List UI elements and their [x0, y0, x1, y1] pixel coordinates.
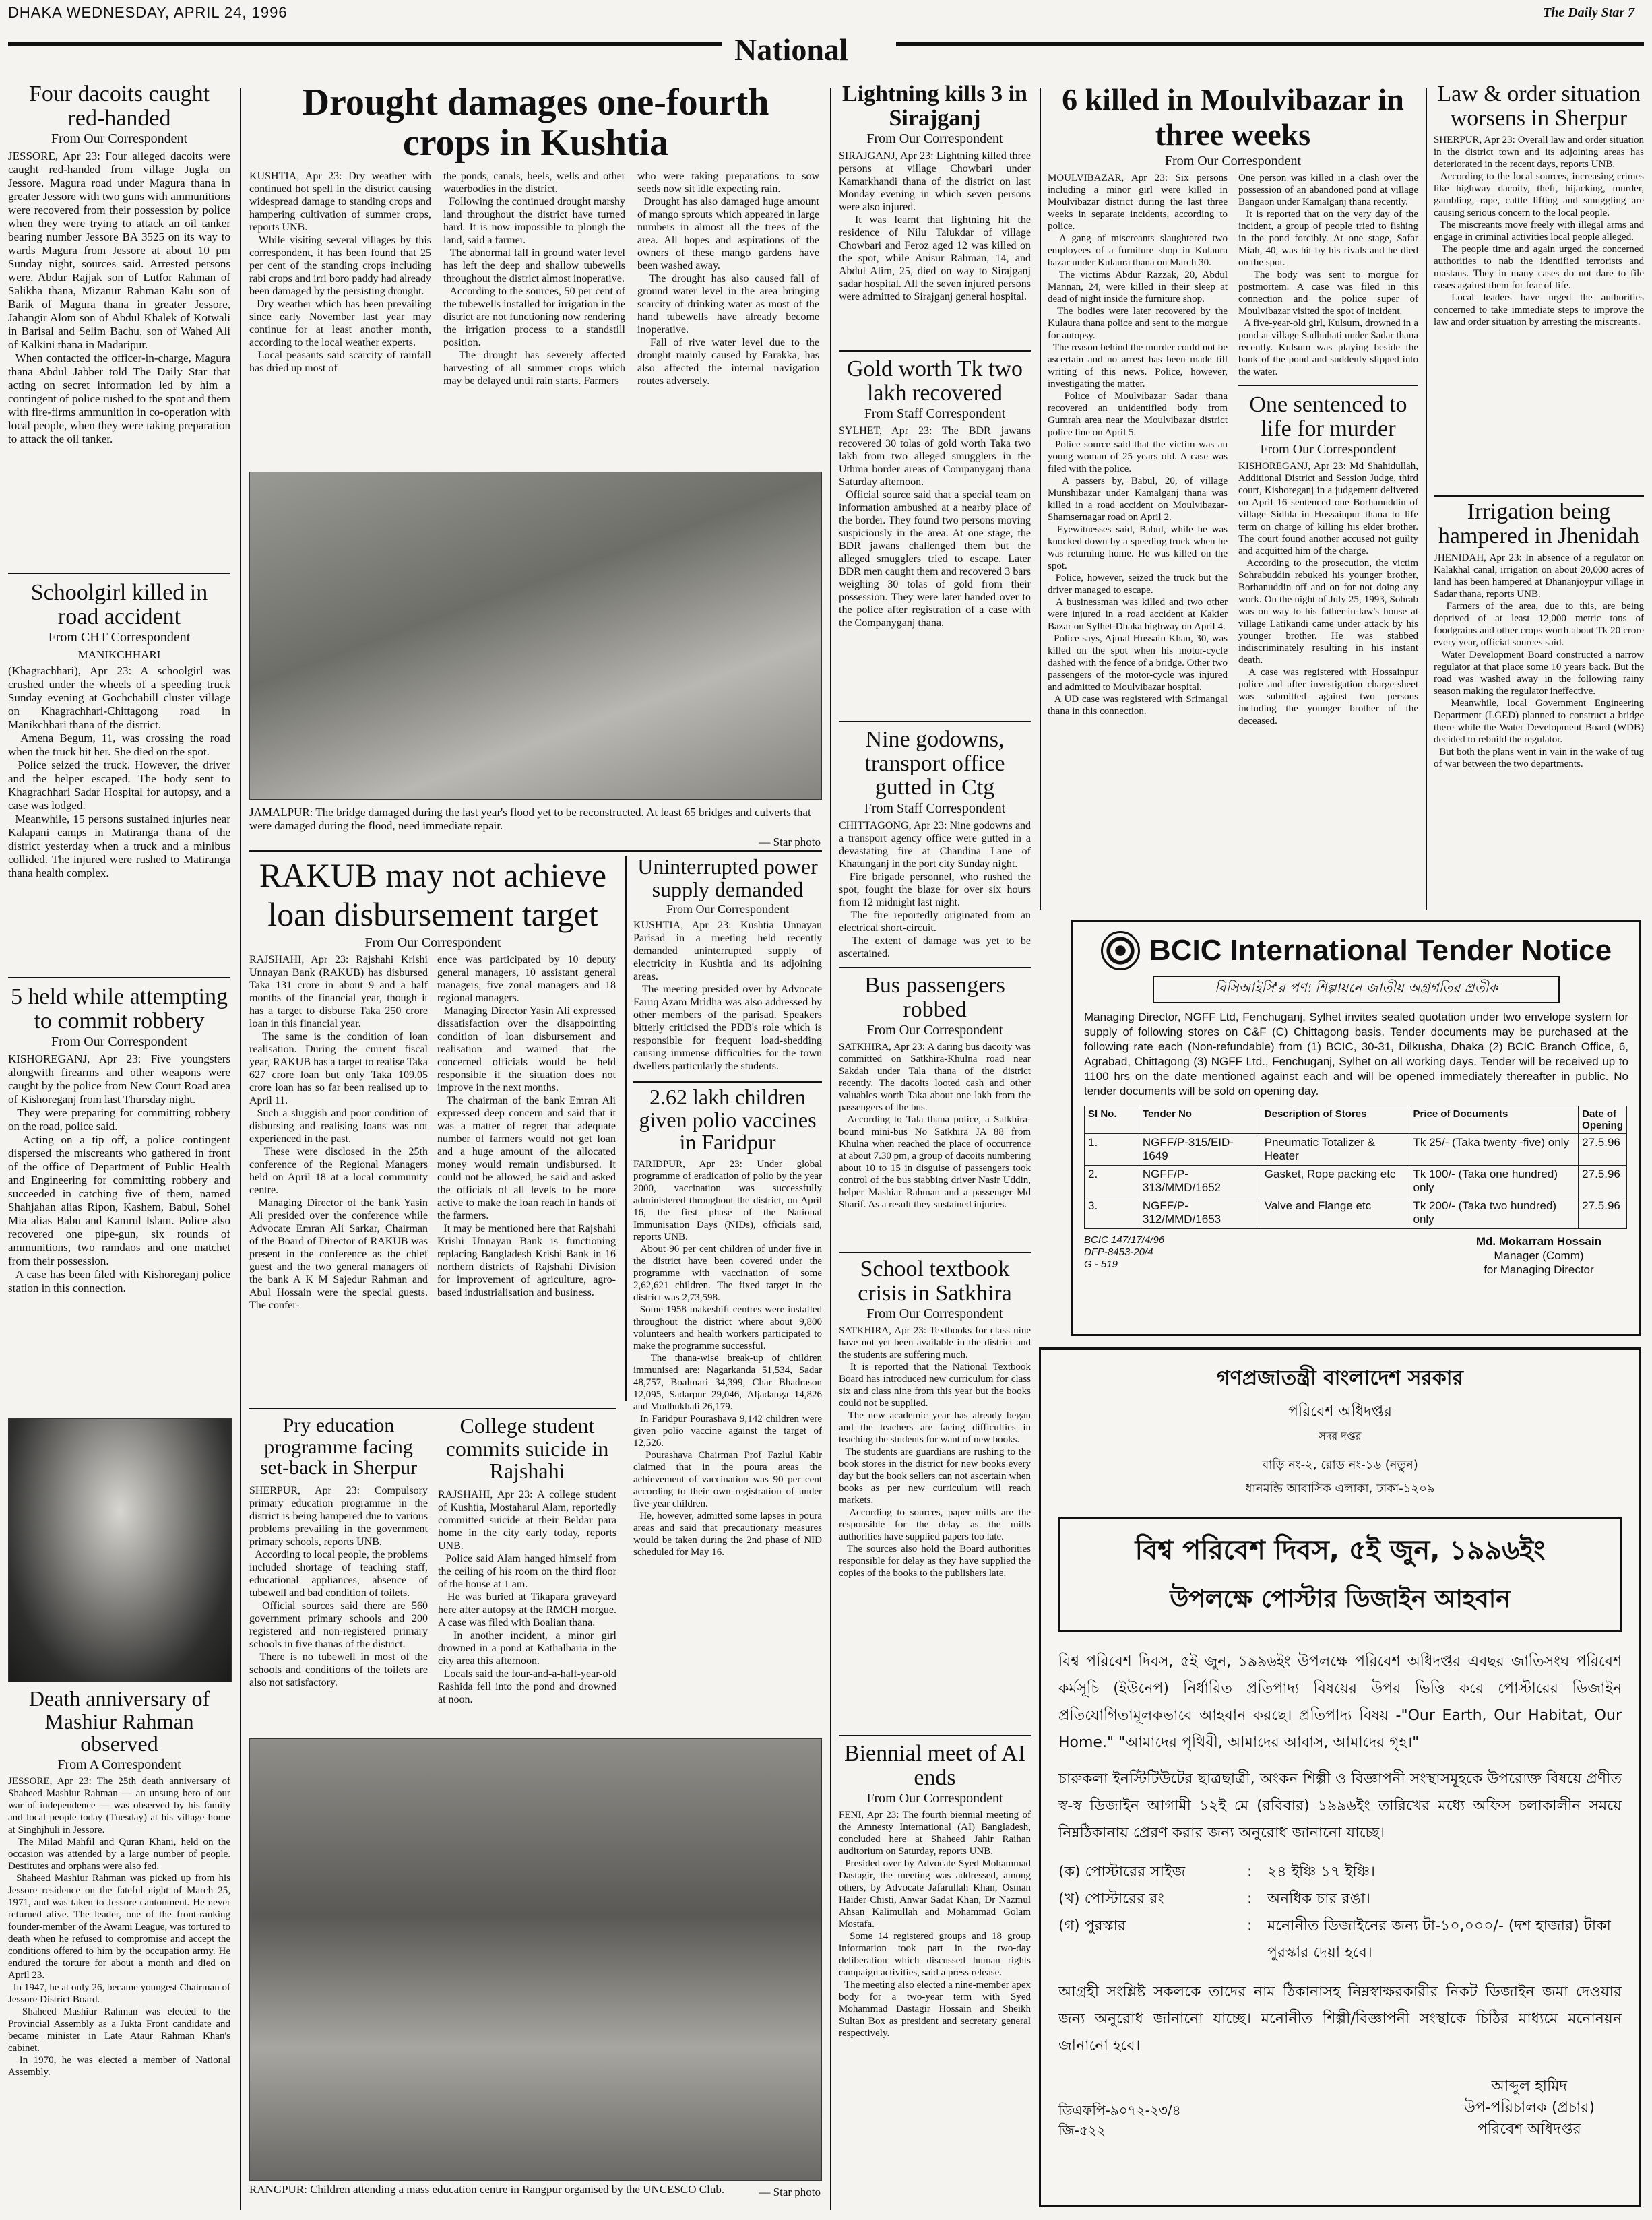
byline: From Staff Correspondent [864, 406, 1006, 422]
headline: School textbook crisis in Satkhira [858, 1257, 1012, 1306]
column: who were taking preparations to sow seeds now sit idle expecting rain. Drought has also damaged huge amount of mango sprouts which appeared in large numbers in almost all the trees of the area. All hopes and aspirations of the owners of these mango gardens have been washed away. The drought has also caused fall of ground water level in the area bringing scarcity of drinking water as most of the hand tubewells have already become inoperative. Fall of rive water level due to the drought mainly caused by Farakka, has also affected the internal navigation routes adversely. [637, 170, 820, 387]
headline: College student commits suicide in Rajshahi [445, 1414, 609, 1484]
article-polio [633, 1086, 822, 1558]
table-row [1085, 1166, 1627, 1197]
article-body: KISHOREGANJ, Apr 23: Five youngsters alongwith firearms and other weapons were caught by the police from New Court Road area of Kishoreganj from last Thursday night. They were preparing for committing robbery on the road, police said. Acting on a tip off, a police contingent dispersed the miscreants who gathered in front of the office of Department of Public Health and Engineering for committing robbery and succeeded in catching five of them, named Shahjahan alias Ripon, Kashem, Babul, Sohel Mia alias Babu and Kamrul Islam. Police also recovered one pipe-gun, six rounds of ammunitions, two ramdaos and one matchet from their possession. A case has been filed with Kishoreganj police station in this connection. [8, 1052, 231, 1295]
notice-title: BCIC International Tender Notice [1149, 934, 1612, 967]
item-sep: : [1247, 1917, 1252, 1934]
headline: Pry education programme facing set-back in Sherpur [259, 1414, 418, 1479]
masthead-rule-right [896, 42, 1644, 46]
article-ai-meet [839, 1742, 1031, 2039]
article-body: SATKHIRA, Apr 23: A daring bus dacoity was committed on Satkhira-Khulna road near Sakdah under Tala thana of the district recently. The dacoits looted cash and other valuables worth Taka about one lakh from the passengers of the bus. According to Tala thana police, a Satkhira-bound mini-bus No Satkhira JA 88 from Khulna when reached the place of occurrence at about 7.30 pm, a group of dacoits numbering about 10 to 15 in disguise of passengers took control of the bus stabbing driver Nasir Uddin, helper Mashiar Rahman and a passenger Md Sharif. As a result they sustained injuries. [839, 1042, 1031, 1211]
article-body: SIRAJGANJ, Apr 23: Lightning killed three persons at village Chowbari under Kamarkhandi thana of the district on last Monday evening in which seven persons were also injured. It was learnt that lightning hit the residence of Nilu Talukdar of village Chowbari and Feroz aged 12 was killed on the spot, while Anisur Rahman, 14, and Abdul Alim, 25, died on way to Sirajganj sadar hospital. All the seven injured persons were admitted to Sirajganj general hospital. [839, 150, 1031, 303]
address-line: ধানমন্ডি আবাসিক এলাকা, ঢাকা-১২০৯ [1245, 1482, 1435, 1496]
headline: 2.62 lakh children given polio vaccines in Faridpur [639, 1085, 817, 1155]
col-rule-4 [1426, 88, 1427, 910]
headline: Biennial meet of AI ends [844, 1741, 1026, 1790]
notice-para: আগ্রহী সংশ্লিষ্ট সকলকে তাদের নাম ঠিকানাসহ নিম্নস্বাক্ষরকারীর নিকট ডিজাইন জমা দেওয়ার জন্য অনুরোধ জানানো যাচ্ছে। মনোনীত শিল্পী/বিজ্ঞাপনী সংস্থাকে চিঠির মাধ্যমে মনোনয়ন জানানো হবে। [1058, 1984, 1622, 2054]
education-photo [249, 1738, 822, 2181]
rule [1238, 385, 1418, 386]
govt-poster-notice [1039, 1347, 1641, 2207]
rule [8, 977, 230, 978]
article-body: JESSORE, Apr 23: Four alleged dacoits were caught red-handed from village Jugla on Jessore. Magura road under Magura thana in greater Jessore with two guns with ammunitions were recovered from their possession by police when they were trying to attack an oil tanker bearing number Jessore BA 3525 on its way to wards Magura from Jessore at about 10 pm Sunday night, sources said. Arrested persons were, Abdur Rajjak son of Lutfor Rahman of Salikha thana, Mizanur Rahman Kalu son of Barik of Magura thana in greater Jessore, Jahangir Alom son of Abdul Khalek of Kotwali in Barisal and Selim Bachu, son of Wahed Ali of Kalkini thana in Madaripur. When contacted the officer-in-charge, Magura thana Abdul Jabber told The Daily Star that acting on secret information led by him a contingent of police rushed to the spot and them with fire-firms ammunition in co-operation with local people, when they were taking preparation to attack the oil tanker. [8, 150, 230, 446]
article-body: SHERPUR, Apr 23: Compulsory primary education programme in the district is being hampered due to various problems prevailing in the government primary schools, reports UNB. According to local people, the problems included shortage of teaching staff, educational appliances, absence of tubewell and bad condition of toilets. Official sources said there are 560 government primary schools and 200 registered and non-registered primary schools in five thanas of the district. There is no tubewell in most of the schools and conditions of the toilets are also not satisfactory. [249, 1484, 428, 1688]
rule [839, 1252, 1031, 1253]
office: সদর দপ্তর [1319, 1430, 1362, 1442]
headline: Schoolgirl killed in road accident [30, 580, 208, 629]
article-body: FARIDPUR, Apr 23: Under global programme of eradication of polio by the year 2000, vaccination was successfully administered throughout the district, on April 16, the first phase of the National Immunisation Days (NIDs), officials said, reports UNB. About 96 per cent children of under five in the district have been covered under the programme with vaccination of some 2,62,621 children. The fixed target in the district was 2,73,598. Some 1958 makeshift centres were installed throughout the district where about 9,800 volunteers and health workers participated to make the programme successful. The thana-wise break-up of children immunised are: Nagarkanda 51,534, Sadar 48,757, Boalmari 34,399, Char Bhadrason 12,095, Sadarpur 29,046, Aljadanga 14,826 and Modhukhali 26,179. In Faridpur Pourashava 9,142 children were given polio vaccine against the target of 12,526. Pourashava Chairman Prof Fazlul Kabir claimed that in the poura areas the achievement of vaccination was 90 per cent according to their own registration of under five-year children. He, however, admitted some lapses in poura areas and said that precautionary measures would be taken during the 2nd phase of NID scheduled for May 16. [633, 1158, 823, 1558]
rule [839, 967, 1031, 968]
list-item [1058, 1886, 1622, 1913]
column: One person was killed in a clash over the possession of an abandoned pond at village Bangaon under Kamalganj thana recently. It is reported that on the very day of the incident, a group of people tried to fishing in the pond forcibly. At one stage, Safar Miah, 40, was hit by his rivals and he died on the spot. The body was sent to morgue for postmortem. A case was filed in this connection and the police super of Moulvibazar visited the spot of incident. A five-year-old girl, Kulsum, drowned in a pond at village Sadhuhati under Sadar thana recently. Kulsum was playing beside the bank of the pond and suddenly slipped into the water. [1238, 172, 1419, 377]
headline: 5 held while attempting to commit robbery [11, 984, 228, 1034]
article-body: SYLHET, Apr 23: The BDR jawans recovered 30 tolas of gold worth Taka two lakh from two alleged smugglers in the Uthma border areas of Companyganj thana Saturday afternoon. Official source said that a special team on information ambushed at a nearby place of the border. They found two persons moving suspiciously in the area. At one stage, the BDR jawans challenged them but the alleged smugglers tried to escape. Later BDR men caught them and recovered 3 bars weighing 30 tolas of gold from their possession. They were later handed over to the police after registration of a case with the Companyganj thana. [839, 425, 1031, 629]
cell: 3. [1085, 1197, 1139, 1229]
headline: Gold worth Tk two lakh recovered [847, 356, 1023, 406]
item-value: ২৪ ইঞ্চি ১৭ ইঞ্চি। [1267, 1864, 1375, 1880]
article-irrigation [1434, 500, 1644, 770]
photo-credit: — Star photo [759, 2186, 821, 2198]
address-line: বাড়ি নং-২, রোড নং-১৬ (নতুন) [1262, 1458, 1418, 1472]
article-body: RAJSHAHI, Apr 23: A college student of Kushtia, Mostaharul Alam, reportedly committed suicide at their Beldar para home in the city early today, reports UNB. Police said Alam hanged himself from the ceiling of his room on the third floor of the house at 1 am. He was buried at Tikapara graveyard here after autopsy at the RMCH morgue. A case was filed with Boalian thana. In another incident, a minor girl drowned in a pond at Kathalbaria in the city area this afternoon. Locals said the four-and-a-half-year-old Rashida fell into the pond and drowned at noon. [438, 1488, 617, 1705]
signer-name: Md. Mokarram Hossain [1475, 1235, 1601, 1248]
byline: From Staff Correspondent [864, 801, 1006, 817]
article-drought [249, 82, 822, 387]
byline: From Our Correspondent [1164, 154, 1302, 168]
col-rule-3 [1040, 88, 1041, 910]
article-godowns [839, 728, 1031, 960]
article-body: SHERPUR, Apr 23: Overall law and order situation in the district town and its adjoining areas has deteriorated in the recent days, reports UNB. According to the local sources, increasing crimes like highway dacoity, theft, hijacking, murder, gambling, rape, cattle lifting and smuggling are causing serious concern to the local people. The miscreants move freely with illegal arms and engage in criminal activities local people alleged. The people time and again urged the concerned authorities to nab the identified terrorists and mastans. They in many cases do not dare to file cases against them for fear of life. Local leaders have urged the authorities concerned to take immediate steps to improve the law and order situation by arresting the miscreants. [1434, 135, 1645, 328]
headline: Uninterrupted power supply demanded [637, 854, 818, 901]
photo-caption-rangpur [249, 2183, 821, 2199]
reference-code: জি-৫২২ [1058, 2122, 1106, 2138]
item-label: (খ) পোস্টারের রং [1058, 1891, 1164, 1907]
cell: 2. [1085, 1166, 1139, 1197]
rule [839, 721, 1031, 722]
cell: NGFF/P-312/MMD/1653 [1139, 1197, 1261, 1229]
byline: From Our Correspondent [666, 902, 789, 916]
headline: 6 killed in Moulvibazar in three weeks [1062, 82, 1404, 152]
paper-name: The Daily Star 7 [1543, 5, 1635, 20]
column: ence was participated by 10 deputy general managers, 10 assistant general managers, five zonal managers and 18 regional managers. Managing Director Yasin Ali expressed dissatisfaction over the disappointing condition of loan disbursement and realisation and warned that the concerned officials would be held responsible if the situation does not improve in the next months. The chairman of the bank Emran Ali expressed deep concern and said that it was a matter of regret that adequate number of farmers would not get loan and a huge amount of the allocated money would remain undisbursed. It could not be allowed, he said and asked the officials of all levels to be more active to make the loan reach in hands of the farmers. It may be mentioned here that Rajshahi Krishi Unnayan Bank is functioning replacing Bangladesh Krishi Bank in 16 northern districts of Rajshahi Division for improvement of agriculture, agro-based industrialisation and business. [437, 954, 616, 1298]
col-rule [625, 856, 627, 1401]
notice-para: চারুকলা ইনস্টিটিউটের ছাত্রছাত্রী, অংকন শিল্পী ও বিজ্ঞাপনী সংস্থাসমূহকে উপরোক্ত বিষয়ে প্রণীত স্ব-স্ব ডিজাইন আগামী ১২ই মে (রবিবার) ১৯৯৬ইং তারিখের মধ্যে অফিস চলাকালীন সময়ে নিম্নঠিকানায় প্রেরণ করার জন্য অনুরোধ জানানো যাচ্ছে। [1058, 1771, 1622, 1841]
headline: Lightning kills 3 in Sirajganj [842, 82, 1027, 131]
byline: From Our Correspondent [364, 935, 501, 950]
byline: From Our Correspondent [51, 131, 188, 147]
item-value: মনোনীত ডিজাইনের জন্য টা-১০,০০০/- (দশ হাজার) টাকা পুরস্কার দেয়া হবে। [1267, 1917, 1611, 1961]
article-lightning [839, 82, 1031, 303]
item-value: অনধিক চার রঙা। [1267, 1891, 1371, 1907]
article-one-sentenced [1238, 393, 1418, 727]
article-rakub [249, 856, 616, 1312]
rule [633, 1081, 822, 1083]
article-power-supply [633, 856, 822, 1073]
headline: Nine godowns, transport office gutted in Ctg [864, 727, 1005, 800]
column: the ponds, canals, beels, wells and other waterbodies in the district. Following the continued drought marshy land throughout the district have turned hard. It is now impossible to plough the land, said a farmer. The abnormal fall in ground water level has left the deep and shallow tubewells throughout the district almost inoperative. According to the sources, 50 per cent of the tubewells installed for irrigation in the district are not functioning now rendering the irrigation process to a standstill position. The drought has severely affected harvesting of all summer crops which may be delayed until rain starts. Farmers [443, 170, 626, 387]
cell: 27.5.96 [1579, 1197, 1627, 1229]
table-header-row [1085, 1106, 1627, 1134]
headline: Drought damages one-fourth crops in Kushtia [302, 82, 769, 164]
item-sep: : [1247, 1864, 1252, 1880]
article-pry-education [249, 1415, 428, 1689]
cell: 27.5.96 [1579, 1134, 1627, 1166]
article-textbook [839, 1257, 1031, 1579]
rule [8, 573, 230, 574]
section-title: National [734, 32, 848, 67]
article-schoolgirl [8, 581, 230, 880]
photo-caption [249, 803, 821, 849]
cell: NGFF/P-313/MMD/1652 [1139, 1166, 1261, 1197]
article-sherpur-law [1434, 82, 1644, 328]
department: পরিবেশ অধিদপ্তর [1288, 1403, 1392, 1420]
rule [249, 1408, 616, 1409]
column: RAJSHAHI, Apr 23: Rajshahi Krishi Unnayan Bank (RAKUB) has disbursed Taka 131 crore in about 9 and a half months of the financial year, though it has a target to disburse Taka 250 crore loan in this financial year. The same is the condition of loan realisation. During the current fiscal year, RAKUB has a target to realise Taka 627 crore loan but only Taka 109.05 crore loan has so far been realised up to April 11. Such a sluggish and poor condition of disbursing and realising loans was not experienced in the past. These were disclosed in the 25th conference of the Regional Managers held on April 18 at a local community centre. Managing Director of the bank Yasin Ali presided over the conference while Advocate Emran Ali Sarkar, Chairman of the Board of Director of RAKUB was present in the conference as the chief guest and the two general managers of the bank A K M Sajedur Rahman and Abul Hossain were the special guests. The confer- [249, 954, 428, 1311]
notice-para: বিশ্ব পরিবেশ দিবস, ৫ই জুন, ১৯৯৬ইং উপলক্ষে পরিবেশ অধিদপ্তর এবছর জাতিসংঘ পরিবেশ কর্মসূচি (ইউনেপ) নির্ধারিত প্রতিপাদ্য বিষয়ের উপর ভিত্তি করে পোস্টারের ডিজাইন প্রতিযোগিতামূলকভাবে আহবান করছে। প্রতিপাদ্য বিষয় -"Our Earth, Our Habitat, Our Home." "আমাদের পৃথিবী, আমাদের আবাস, আমাদের গৃহ।" [1058, 1653, 1622, 1751]
byline: From A Correspondent [57, 1756, 181, 1772]
portrait-photo [8, 1418, 232, 1682]
byline: From Our Correspondent [866, 1306, 1003, 1322]
col-rule-1 [240, 88, 241, 2210]
requirements-list [1058, 1859, 1622, 1967]
govt-title: গণপ্রজাতন্ত্রী বাংলাদেশ সরকার [1217, 1366, 1463, 1390]
article-five-held [8, 985, 230, 1295]
headline: Four dacoits caught red-handed [28, 82, 210, 131]
byline: From Our Correspondent [51, 1034, 188, 1050]
headline: Irrigation being hampered in Jhenidah [1438, 499, 1640, 548]
bcic-logo-icon [1101, 931, 1140, 970]
cell: Pneumatic Totalizer & Heater [1261, 1134, 1409, 1166]
article-moulvibazar [1048, 82, 1418, 727]
headline: One sentenced to life for murder [1249, 392, 1407, 441]
headline: Death anniversary of Mashiur Rahman observed [28, 1686, 210, 1756]
column: MOULVIBAZAR, Apr 23: Six persons including a minor girl were killed in Moulvibazar district during the last three weeks in separate incidents, according to police. A gang of miscreants slaughtered two employees of a furniture shop in Kulaura bazar under Kulaura thana on March 30. The victims Abdur Razzak, 20, Abdul Mannan, 24, were killed in their sleep at dead of night inside the furniture shop. The bodies were later recovered by the Kulaura thana police and sent to the morgue for autopsy. The reason behind the murder could not be ascertain and no arrest has been made till writing of this news. Police, however, investigating the matter. Police of Moulvibazar Sadar thana recovered an unidentified body from Gumrah area near the Moulvibazar district police line on April 5. Police source said that the victim was an young woman of 25 years old. A case was filed with the police. A passers by, Babul, 20, of village Munshibazar under Kamalganj thana was killed in a road accident on Moulvibazar-Shamsernagar road on April 2. Eyewitnesses said, Babul, while he was knocked down by a speeding truck when he was returning home. He was killed on the spot. Police, however, seized the truck but the driver managed to escape. A businessman was killed and two other were injured in a road accident at Kakier Bazar on Sylhet-Dhaka highway on April 4. Police says, Ajmal Hussain Khan, 30, was killed on the spot when his motor-cycle dashed with the fence of a bridge. Other two passengers of the motor-cycle was injured and admitted to Moulvibazar hospital. A UD case was registered with Srimangal thana in this connection. [1048, 172, 1228, 717]
col-header: Tender No [1139, 1106, 1261, 1134]
rule [1434, 495, 1644, 497]
reference-code: BCIC 147/17/4/96 DFP-8453-20/4 G - 519 [1084, 1234, 1165, 1270]
col-header: Sl No. [1085, 1106, 1139, 1134]
article-body: FENI, Apr 23: The fourth biennial meeting of the Amnesty International (AI) Bangladesh, concluded here at Shaheed Jahir Raihan auditorium on Saturday, reports UNB. Presided over by Advocate Syed Mohammad Dastagir, the meeting was addressed, among others, by Advocate Jafarullah Khan, Osman Haider Chisti, Anwar Sadat Khan, Dr Nazmul Ahsan Kalimullah and Mohammad Golam Mostafa. Some 14 registered groups and 18 group information took part in the two-day deliberation which discussed human rights campaign activities, said a press release. The meeting also elected a nine-member apex body for a two-year term with Syed Mohammad Dastagir Hossain and Sheikh Sultan Box as president and secretary general respectively. [839, 1810, 1031, 2039]
dateline: DHAKA WEDNESDAY, APRIL 24, 1996 [8, 4, 288, 21]
article-four-dacoits [8, 82, 230, 446]
masthead-rule-left [8, 42, 722, 46]
article-body: CHITTAGONG, Apr 23: Nine godowns and a transport agency office were gutted in a devastating fire at Chandina Lane of Khatunganj in the port city Sunday night. Fire brigade personnel, who rushed the spot, fought the blaze for over six hours from 12 midnight last night. The fire reportedly originated from an electrical short-circuit. The extent of damage was yet to be ascertained. [839, 820, 1031, 960]
reference-code: ডিএফপি-৯০৭২-২৩/৪ [1058, 2102, 1181, 2118]
byline: From CHT Correspondent [48, 630, 191, 645]
col-rule-5 [830, 1401, 831, 2210]
article-body: JHENIDAH, Apr 23: In absence of a regulator on Kalakhal canal, irrigation on about 20,000 acres of land has been hampered at Dhananjoypur village in Sadar thana, reports UNB. Farmers of the area, due to this, are being deprived of at least 12,000 metric tons of foodgrains and other crops worth about Tk 20 crore every year, official sources said. Water Development Board constructed a narrow regulator at that place some 10 years back. But the road was washed away in the following rainy season making the regulator ineffective. Meanwhile, local Government Engineering Department (LGED) planned to construct a bridge there while the Water Development Board (WDB) decided to rebuild the regulator. But both the plans went in vain in the wake of tug of war between the two departments. [1434, 552, 1645, 770]
cell: NGFF/P-315/EID-1649 [1139, 1134, 1261, 1166]
article-body: KUSHTIA, Apr 23: Kushtia Unnayan Parisad in a meeting held recently demanded uninterrupted supply of electricity in Kushtia and its adjoining areas. The meeting presided over by Advocate Faruq Azam Mridha was also addressed by other members of the parisad. Speakers bitterly criticised the PDB's role which is responsible for frequent load-shedding causing immense difficulties for the town dwellers particularly the students. [633, 920, 823, 1073]
headline: Bus passengers robbed [864, 973, 1005, 1022]
article-body: (Khagrachhari), Apr 23: A schoolgirl was crushed under the wheels of a speeding truck Sunday evening at Gochchabill cluster village on Khagrachhari-Chittagong road in Manikchhari thana of the district. Amena Begum, 11, was crossing the road when the truck hit her. She died on the spot. Police seized the truck. However, the driver and the helper escaped. The body sent to Khagrachhari Sadar Hospital for autopsy, and a case was lodged. Meanwhile, 15 persons sustained injuries near Kalapani camps in Matiranga thana of the district yesterday when a truck and a minibus collided. The injured were rushed to Matiranga thana health complex. [8, 664, 231, 880]
signer-title: উপ-পরিচালক (প্রচার) [1463, 2099, 1595, 2116]
tender-table [1084, 1106, 1627, 1229]
article-body: KISHOREGANJ, Apr 23: Md Shahidullah, Additional District and Session Judge, third court, Kishoreganj in a judgement delivered on April 16 sentenced one Borhanuddin of village Sidhla in Hossainpur thana to life term on charge of killing his elder brother. The court found another accused not guilty and acquitted him of the charge. According to the prosecution, the victim Sohrabuddin rebuked his younger brother, Borhanuddin off and on for not doing any work. On the night of July 25, 1993, Sohrab was on way to his father-in-law's house at village Latikandi came under attack by his younger brother. He was stabbed indiscriminately resulting in his instant death. A case was registered with Hossainpur police and after investigation charge-sheet was submitted against two persons including the younger brother of the deceased. [1238, 461, 1419, 727]
notice-body: Managing Director, NGFF Ltd, Fenchuganj, Sylhet invites sealed quotation under two envelope system for supply of following stores on C&F (C) Chittagong basis. Tender documents may be purchased at the following rate each (Non-refundable) from (1) BCIC, 30-31, Dilkusha, Dhaka (2) BCIC Branch Office, 6, Agrabad, Chittagong (3) NGFF Ltd., Fenchuganj, Sylhet on all working days. Tender will be received up to 1100 hrs on the date mentioned against each and will be opened immediately thereafter in public. No tender documents will be sold on opening day. [1084, 1011, 1628, 1098]
byline: From Our Correspondent [1260, 442, 1397, 457]
signer-dept: পরিবেশ অধিদপ্তর [1477, 2121, 1581, 2138]
signer-title: Manager (Comm) [1494, 1249, 1584, 1262]
signer-name: আব্দুল হামিদ [1491, 2078, 1568, 2095]
signer-for: for Managing Director [1484, 1263, 1594, 1276]
article-death-anniversary [8, 1688, 230, 2079]
cell: Tk 25/- (Taka twenty -five) only [1409, 1134, 1579, 1166]
photo-credit: — Star photo [759, 835, 821, 848]
banner-box [1058, 1517, 1622, 1632]
tagline: বিসিআইসি'র পণ্য শিল্পায়নে জাতীয় অগ্রগতির প্রতীক [1153, 976, 1560, 1003]
cell: Valve and Flange etc [1261, 1197, 1409, 1229]
article-gold [839, 357, 1031, 629]
cell: Tk 100/- (Taka one hundred) only [1409, 1166, 1579, 1197]
rule [839, 1735, 1031, 1736]
article-body: JESSORE, Apr 23: The 25th death anniversary of Shaheed Mashiur Rahman — an unsung hero of our war of independence — was observed by his family and local people today (Tuesday) at his village home at Singhjhuli in Jessore. The Milad Mahfil and Quran Khani, held on the occasion was attended by a large number of people. Destitutes and orphans were also fed. Shaheed Mashiur Rahman was picked up from his Jessore residence on the fateful night of March 25, 1971, and was taken to Jessore cantonment. He never returned alive. The leader, one of the front-ranking founder-member of the Awami League, was tortured to death when he refused to compromise and accept the conditions offered to him by the occupation army. He endured the torture for about a month and died on April 23. In 1947, he at only 26, became youngest Chairman of Jessore District Board. Shaheed Mashiur Rahman was elected to the Provincial Assembly as a Jukta Front candidate and became minister in Late Ataur Rahman Khan's cabinet. In 1970, he was elected a member of National Assembly. [8, 1775, 231, 2078]
article-college-student [438, 1415, 616, 1706]
article-body: SATKHIRA, Apr 23: Textbooks for class nine have not yet been available in the district and the students are suffering much. It is reported that the National Textbook Board has introduced new curriculum for class six and class nine from this year but the books could not be supplied. The new academic year has already began and the teachers are facing difficulties in teaching the students for want of new books. The students are guardians are rushing to the book stores in the district for new books every day but the book sellers can not ascertain when books as per new curriculum will reach markets. According to sources, paper mills are the responsible for the delay as the mills authorities have supplied papers too late. The sources also hold the Board authorities responsible for delay as they have supplied the copies of the books to the publishers late. [839, 1325, 1031, 1579]
headline: Law & order situation worsens in Sherpur [1437, 82, 1641, 131]
article-bus-passengers [839, 974, 1031, 1211]
byline: From Our Correspondent [866, 131, 1003, 147]
col-header: Description of Stores [1261, 1106, 1409, 1134]
bcic-tender-notice [1071, 920, 1641, 1336]
place: MANIKCHHARI [77, 648, 161, 662]
table-row [1085, 1134, 1627, 1166]
caption-text: JAMALPUR: The bridge damaged during the last year's flood yet to be reconstructed. At least 65 bridges and culverts that were damaged during the flood, need immediate repair. [249, 806, 811, 832]
banner-line: উপলক্ষে পোস্টার ডিজাইন আহবান [1170, 1585, 1511, 1613]
item-label: (গ) পুরস্কার [1058, 1917, 1126, 1934]
banner-line: বিশ্ব পরিবেশ দিবস, ৫ই জুন, ১৯৯৬ইং [1135, 1535, 1546, 1566]
column: KUSHTIA, Apr 23: Dry weather with continued hot spell in the district causing widespread damage to standing crops and hampering cultivation of summer crops, reports UNB. While visiting several villages by this correspondent, it has been found that 25 per cent of the standing crops including rabi crops and irri boro paddy had already been damaged by the persisting drought. Dry weather which has been prevailing since early November last year may continue for at least another month, according to the local weather experts. Local peasants said scarcity of rainfall has dried up most of [249, 170, 432, 374]
col-rule-2 [830, 88, 831, 1401]
item-sep: : [1247, 1891, 1252, 1907]
cell: Gasket, Rope packing etc [1261, 1166, 1409, 1197]
rule [839, 350, 1031, 352]
cell: Tk 200/- (Taka two hundred) only [1409, 1197, 1579, 1229]
table-row [1085, 1197, 1627, 1229]
col-header: Date of Opening [1579, 1106, 1627, 1134]
cell: 1. [1085, 1134, 1139, 1166]
byline: From Our Correspondent [866, 1791, 1003, 1806]
item-label: (ক) পোস্টারের সাইজ [1058, 1864, 1186, 1880]
cell: 27.5.96 [1579, 1166, 1627, 1197]
byline: From Our Correspondent [866, 1023, 1003, 1038]
list-item [1058, 1859, 1622, 1886]
col-header: Price of Documents [1409, 1106, 1579, 1134]
headline: RAKUB may not achieve loan disbursement target [259, 856, 607, 933]
rule [249, 850, 822, 852]
caption-text: RANGPUR: Children attending a mass education centre in Rangpur organised by the UNCESCO Club. [249, 2183, 725, 2196]
list-item [1058, 1913, 1622, 1967]
bridge-photo [249, 472, 822, 800]
